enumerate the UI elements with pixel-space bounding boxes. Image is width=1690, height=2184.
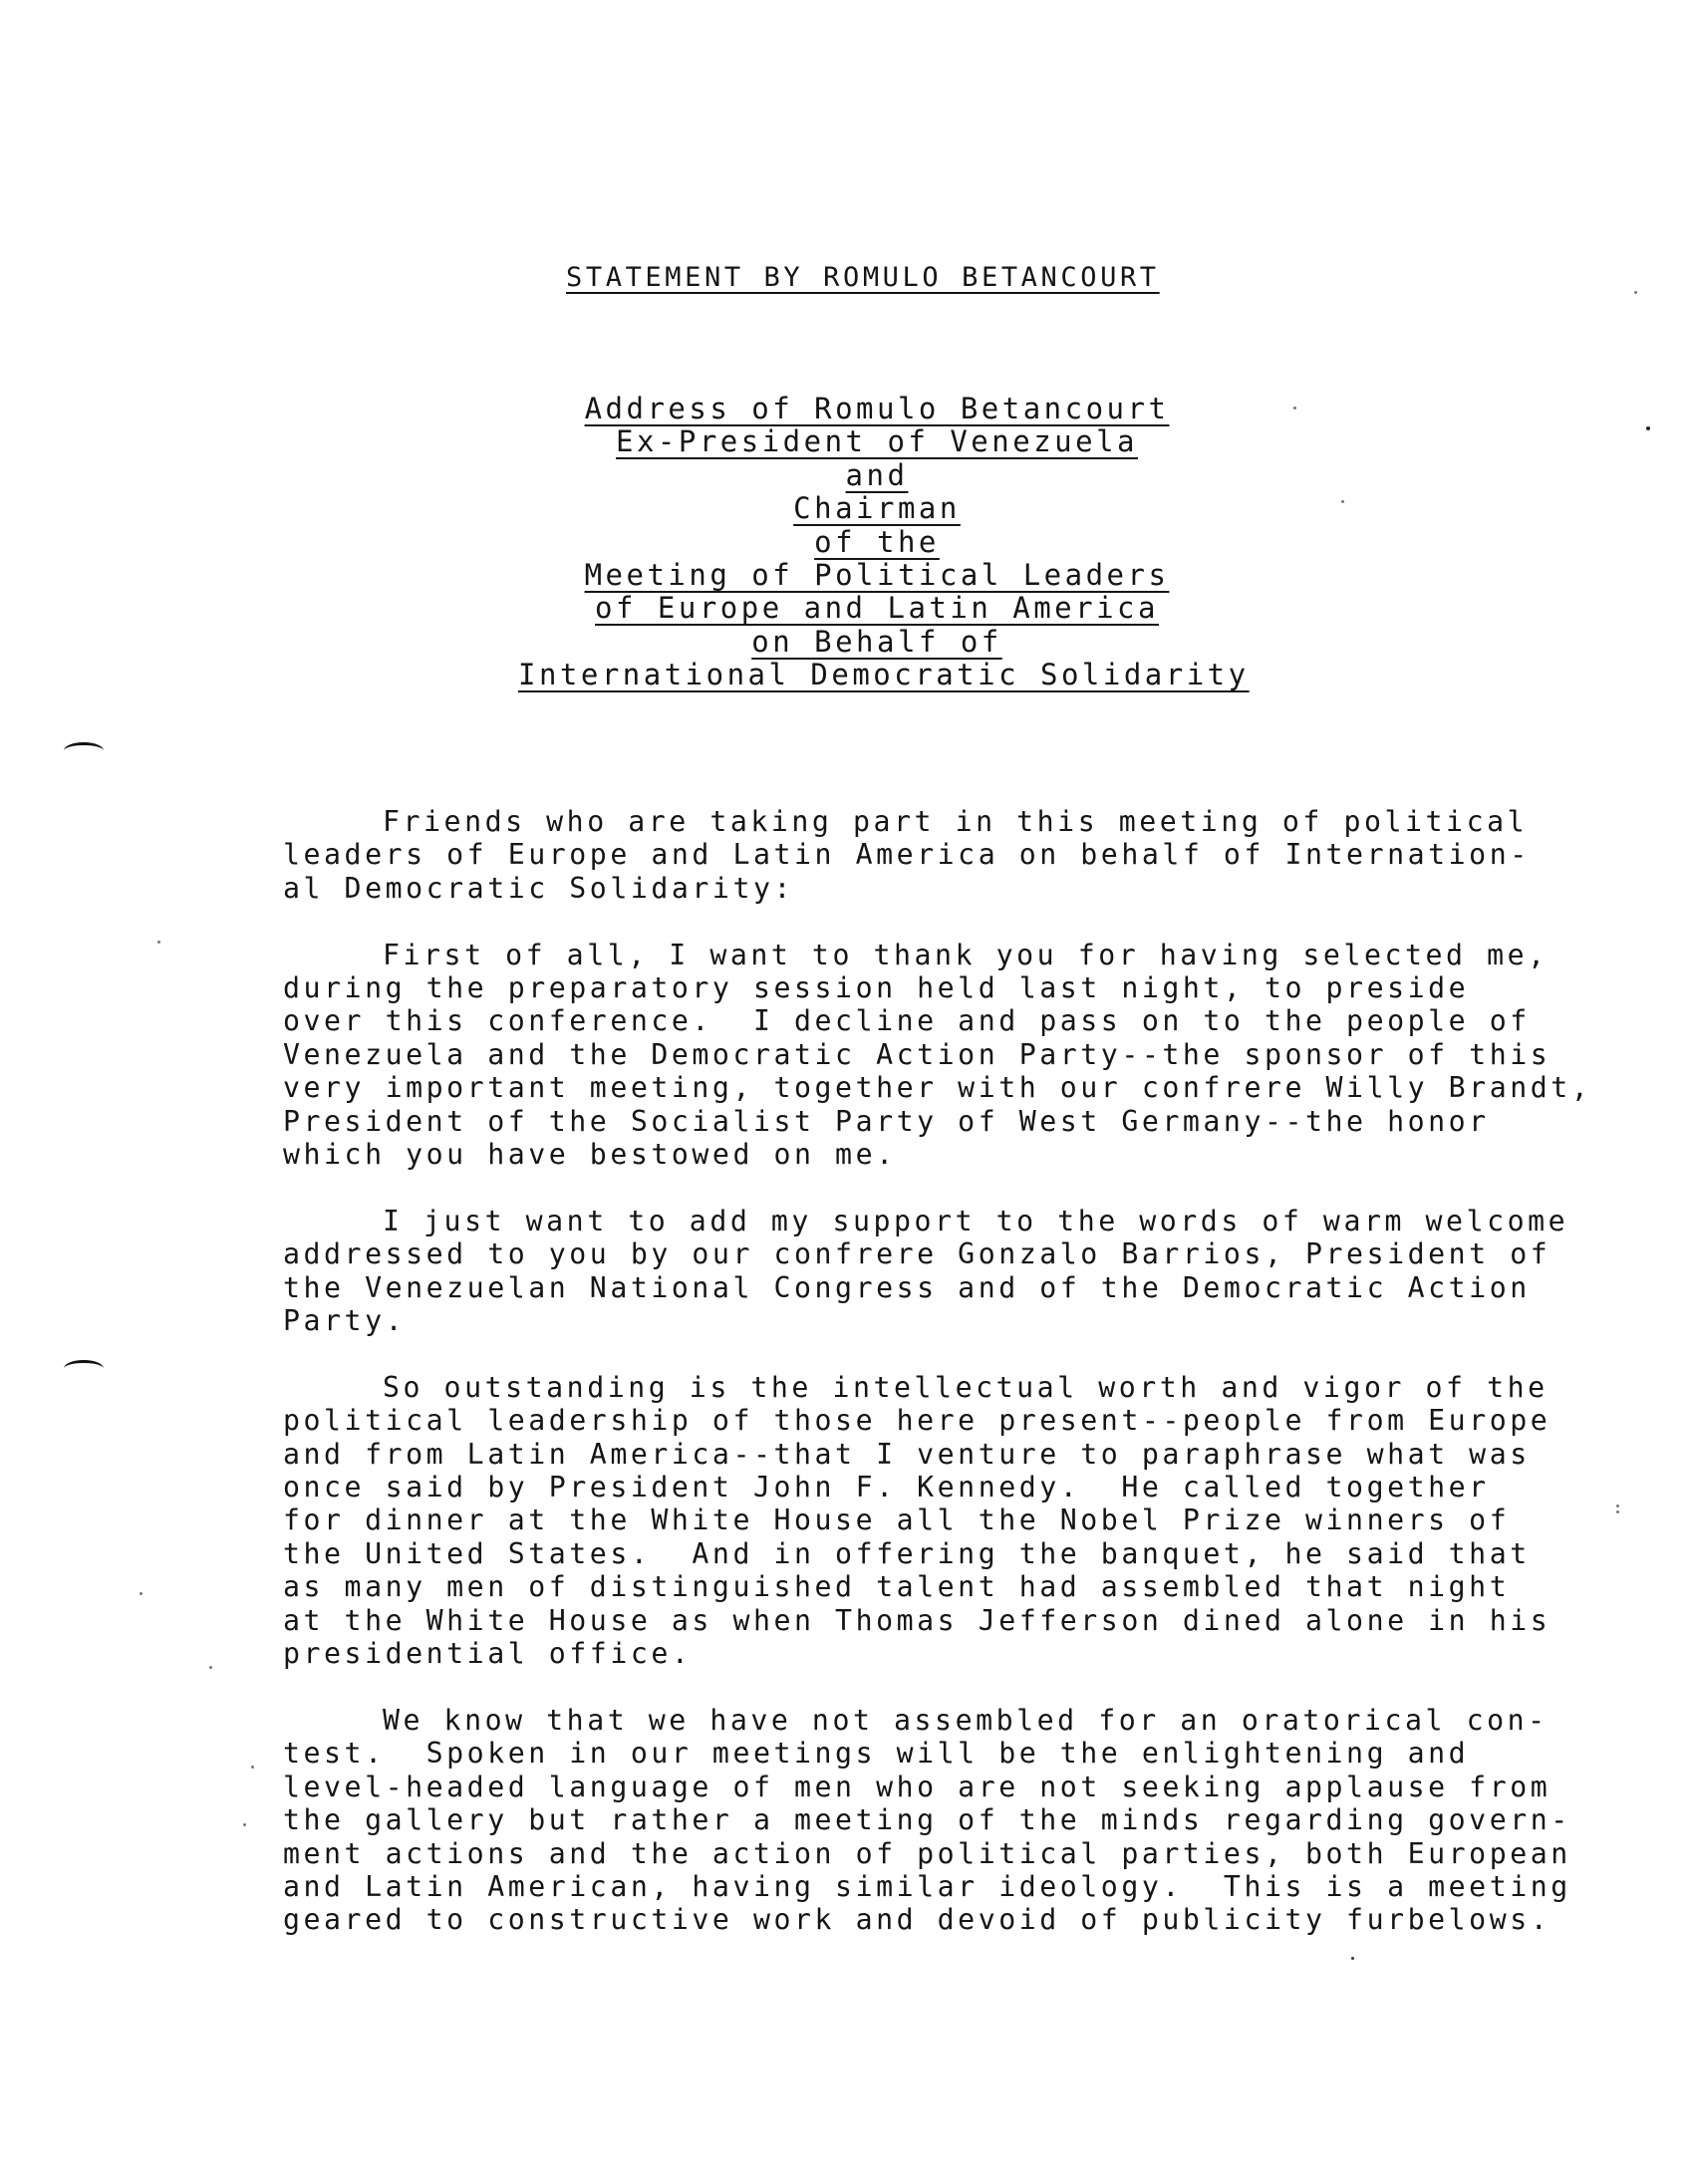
heading-line: Chairman xyxy=(793,491,961,526)
text-line: Venezuela and the Democratic Action Party--the sponsor of this xyxy=(283,1037,1551,1071)
heading-line: Meeting of Political Leaders xyxy=(584,558,1170,593)
scan-speck xyxy=(1616,1510,1619,1513)
paragraph-thanks xyxy=(283,938,1592,1172)
document-title xyxy=(566,261,1164,295)
text-line: I just want to add my support to the words of warm welcome xyxy=(383,1204,1569,1237)
scan-speck xyxy=(140,1592,142,1595)
text-line: geared to constructive work and devoid of publicity furbelows. xyxy=(283,1903,1551,1937)
paragraph-greeting xyxy=(283,805,1578,905)
text-line: We know that we have not assembled for an oratorical con- xyxy=(383,1703,1549,1737)
scan-speck xyxy=(243,1823,246,1826)
paragraph-purpose xyxy=(283,1704,1578,1937)
text-line: which you have bestowed on me. xyxy=(283,1138,897,1172)
text-line: as many men of distinguished talent had assembled that night xyxy=(283,1570,1511,1604)
text-line: First of all, I want to thank you for having selected me, xyxy=(383,938,1549,971)
scan-speck xyxy=(1341,500,1344,503)
text-line: and from Latin America--that I venture to paraphrase what was xyxy=(283,1437,1531,1471)
heading-line: and xyxy=(845,457,909,492)
heading-line: of the xyxy=(814,524,940,559)
scan-speck xyxy=(251,1766,254,1769)
text-line: level-headed language of men who are not seeking applause from xyxy=(283,1770,1551,1803)
text-line: al Democratic Solidarity: xyxy=(283,871,795,905)
text-line: Party. xyxy=(283,1304,407,1338)
text-line: test. Spoken in our meetings will be the enlightening and xyxy=(283,1737,1470,1771)
speech-body xyxy=(283,805,1592,1970)
heading-line: Ex-President of Venezuela xyxy=(616,424,1138,459)
paragraph-welcome xyxy=(283,1205,1578,1338)
text-line: very important meeting, together with our confrere Willy Brandt, xyxy=(283,1071,1592,1105)
scan-speck xyxy=(1634,291,1637,294)
scan-speck xyxy=(1351,1957,1354,1960)
text-line: So outstanding is the intellectual worth and vigor of the xyxy=(383,1370,1549,1404)
text-line: the Venezuelan National Congress and of the Democratic Action xyxy=(283,1270,1531,1304)
text-line: Friends who are taking part in this meeting of political xyxy=(383,805,1529,838)
heading-line: International Democratic Solidarity xyxy=(518,658,1250,692)
text-line: the United States. And in offering the banquet, he said that xyxy=(283,1536,1531,1570)
scan-speck xyxy=(1293,407,1296,410)
text-line: the gallery but rather a meeting of the minds regarding govern- xyxy=(283,1803,1571,1837)
text-line: ment actions and the action of political parties, both European xyxy=(283,1836,1571,1870)
text-line: and Latin American, having similar ideology. This is a meeting xyxy=(283,1869,1571,1903)
text-line: for dinner at the White House all the Nobel Prize winners of xyxy=(283,1503,1511,1537)
text-line: addressed to you by our confrere Gonzalo Barrios, President of xyxy=(283,1237,1551,1271)
scan-speck xyxy=(1616,1504,1619,1507)
heading-line: Address of Romulo Betancourt xyxy=(584,392,1170,425)
title-text: STATEMENT BY ROMULO BETANCOURT xyxy=(566,262,1160,293)
text-line: President of the Socialist Party of West Germany--the honor xyxy=(283,1104,1490,1138)
binder-mark xyxy=(64,1360,104,1377)
text-line: over this conference. I decline and pass on to the people of xyxy=(283,1004,1531,1038)
scan-speck xyxy=(157,941,160,944)
text-line: during the preparatory session held last night, to preside xyxy=(283,971,1470,1005)
text-line: presidential office. xyxy=(283,1637,693,1671)
heading-line: on Behalf of xyxy=(751,624,1002,659)
text-line: political leadership of those here present--people from Europe xyxy=(283,1404,1551,1438)
text-line: at the White House as when Thomas Jefferson dined alone in his xyxy=(283,1603,1551,1637)
paragraph-kennedy xyxy=(283,1371,1578,1671)
binder-mark xyxy=(64,742,104,759)
text-line: once said by President John F. Kennedy. He called together xyxy=(283,1471,1490,1504)
heading-line: of Europe and Latin America xyxy=(595,591,1159,626)
scan-speck xyxy=(1646,426,1650,430)
scan-speck xyxy=(209,1666,212,1669)
address-heading xyxy=(518,392,1250,692)
text-line: leaders of Europe and Latin America on behalf of Internation- xyxy=(283,838,1531,872)
